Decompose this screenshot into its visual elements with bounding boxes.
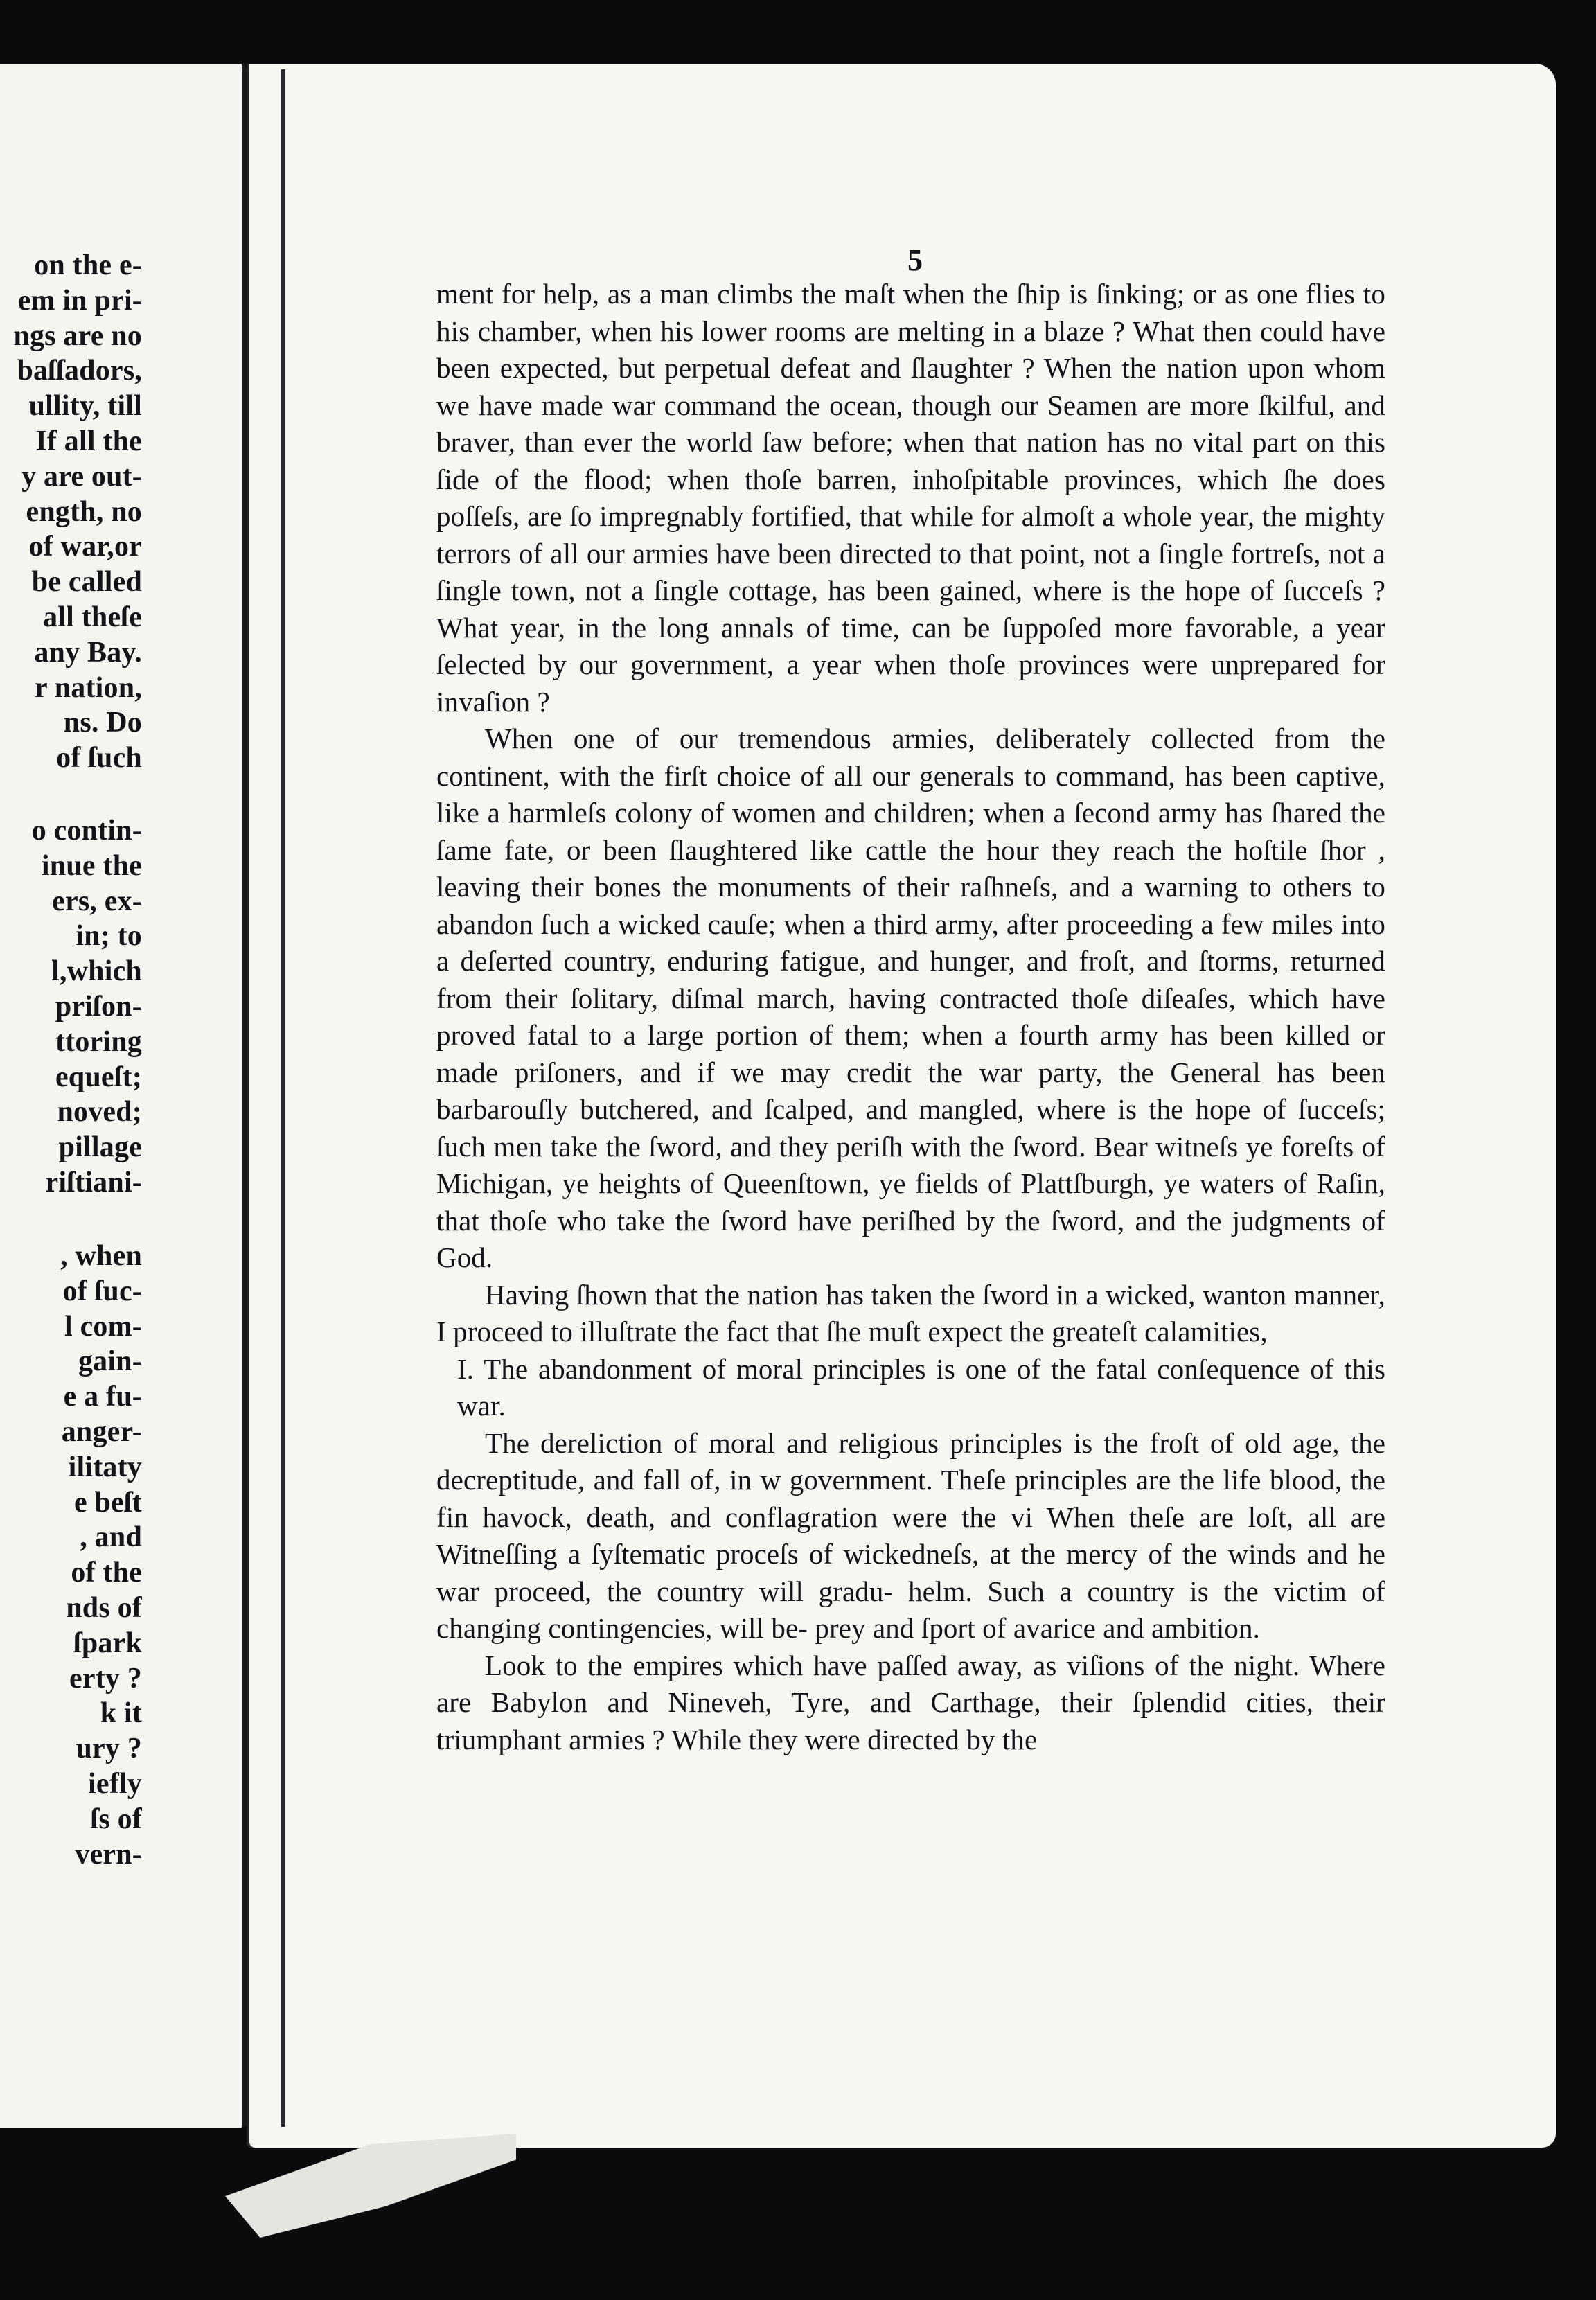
paragraph: When one of our tremendous armies, deliberately collected from the continent, with the firſt choice of all our generals to command, has been captive, like a harmleſs colony of women and children; when a ſecond army has ſhared the ſame fate, or been ſlaughtered like cattle the hour they reach the hoſtile ſhor , leaving their bones the monuments of their raſhneſs, and a warning to others to abandon ſuch a wicked cauſe; when a third army, after proceeding a few miles into a deſerted country, enduring fatigue, and hunger, and froſt, and ſtorms, returned from their ſolitary, diſmal march, having contracted thoſe diſeaſes, which have proved fatal to a large portion of them; when a fourth army has been killed or made priſoners, and if we may credit the war party, the General has been barbarouſly butchered, and ſcalped, and mangled, where is the hope of ſucceſs; ſuch men take the ſword, and they periſh with the ſword. Bear witneſs ye foreſts of Michigan, ye heights of Queenſtown, ye fields of Plattſburgh, ye waters of Raſin, that thoſe who take the ſword have periſhed by the ſword, and the judgments of God. — [436, 723, 1385, 1273]
left-page-line: vern- — [75, 1838, 142, 1870]
left-page-line: baſſadors, — [17, 355, 142, 387]
left-page-line: be called — [31, 566, 142, 599]
left-page-line: o contin- — [31, 815, 142, 847]
left-page-line: , and — [80, 1521, 142, 1554]
left-page-line: ſpark — [73, 1627, 142, 1659]
left-page-line: of ſuch — [56, 742, 142, 775]
left-page-line: ullity, till — [28, 390, 142, 423]
left-page-line: ns. Do — [63, 707, 142, 739]
left-page-line: If all the — [35, 425, 142, 457]
left-page-line: e beſt — [74, 1486, 142, 1519]
left-page-line: ength, no — [26, 495, 142, 528]
torn-page-corner — [225, 2134, 516, 2238]
left-page-line: iefly — [88, 1767, 142, 1800]
left-page-line: l,which — [51, 955, 142, 988]
left-page-line: ers, ex- — [52, 885, 142, 917]
paragraph: ment for help, as a man climbs the maſt when the ſhip is ſinking; or as one flies to his chamber, when his lower rooms are melting in a blaze ? What then could have been expected, but perpetual defeat and ſlaughter ? When the nation upon whom we have made war command the ocean, though our Seamen are more ſkilful, and braver, than ever the world ſaw before; when that nation has no vital part on this ſide of the flood; when thoſe barren, inhoſpitable provinces, which ſhe does poſſeſs, are ſo impregnably fortified, that while for almoſt a whole year, the mighty terrors of all our armies have been directed to that point, not a ſingle fortreſs, not a ſingle town, not a ſingle cottage, has been gained, where is the hope of ſucceſs ? What year, in the long annals of time, can be ſuppoſed more favorable, a year ſelected by our government, a year when thoſe provinces were unprepared for invaſion ? — [436, 278, 1385, 718]
left-page-text-block-2 — [0, 813, 142, 1201]
left-page-line: l com- — [64, 1310, 142, 1343]
left-page-text-block-1 — [0, 248, 142, 776]
left-page-line: , when — [60, 1240, 142, 1272]
paragraph: I. The abandonment of moral principles is one of the fatal conſequence of this war. — [457, 1352, 1385, 1422]
page-number: 5 — [907, 243, 923, 277]
left-page-line: ttoring — [55, 1025, 142, 1058]
left-page-line: k it — [100, 1697, 142, 1730]
main-text-block — [436, 276, 1385, 1758]
left-page-line: riſtiani- — [45, 1166, 142, 1198]
left-page-line: ilitaty — [68, 1451, 142, 1483]
left-page-line: ngs are no — [13, 319, 142, 352]
left-page-line: pillage — [58, 1131, 142, 1164]
left-page-line: of ſuc- — [62, 1275, 142, 1307]
left-page-line: of the — [71, 1557, 142, 1589]
paragraph: Look to the empires which have paſſed away, as viſions of the night. Where are Babylon and Nineveh, Tyre, and Carthage, their ſplendid cities, their triumphant armies ? While they were directed by the — [436, 1649, 1385, 1755]
left-page-line: priſon- — [55, 990, 142, 1023]
left-page-line: on the e- — [34, 249, 142, 281]
left-page-line: equeſt; — [55, 1061, 142, 1093]
left-page-line: inue the — [41, 849, 142, 882]
left-page-line: ſs of — [90, 1803, 142, 1835]
left-page-line: r nation, — [34, 671, 142, 704]
left-page-line: ury ? — [76, 1733, 142, 1765]
left-page-line: erty ? — [69, 1662, 142, 1695]
left-page-line: of war,or — [28, 531, 142, 563]
left-page-line: noved; — [57, 1096, 142, 1129]
left-page-line: anger- — [61, 1415, 142, 1448]
left-page-line: nds of — [66, 1591, 142, 1624]
left-page-text-block-3 — [0, 1239, 142, 1872]
left-page-line: any Bay. — [34, 636, 142, 669]
left-page-line: in; to — [76, 920, 142, 953]
left-page-line: all theſe — [43, 601, 142, 633]
left-page-line: y are out- — [21, 460, 142, 493]
page-gutter — [281, 69, 285, 2127]
left-page-line: em in pri- — [17, 284, 142, 317]
paragraph: Having ſhown that the nation has taken the ſword in a wicked, wanton manner, I proceed to illuſtrate the fact that ſhe muſt expect the greateſt calamities, — [436, 1278, 1385, 1347]
paragraph: The dereliction of moral and religious principles is the froſt of old age, the decreptitude, and fall of, in w government. Theſe principles are the life blood, the fin havock, death, and conflagration were the vi When theſe are loſt, all are Witneſſing a ſyſtematic proceſs of wickedneſs, at the mercy of the winds and he war proceed, the country will gradu- helm. Such a country is the victim of changing contingencies, will be- prey and ſport of avarice and ambition. — [436, 1426, 1385, 1644]
left-page-line: e a fu- — [63, 1381, 142, 1413]
left-page-line: gain- — [78, 1345, 142, 1378]
